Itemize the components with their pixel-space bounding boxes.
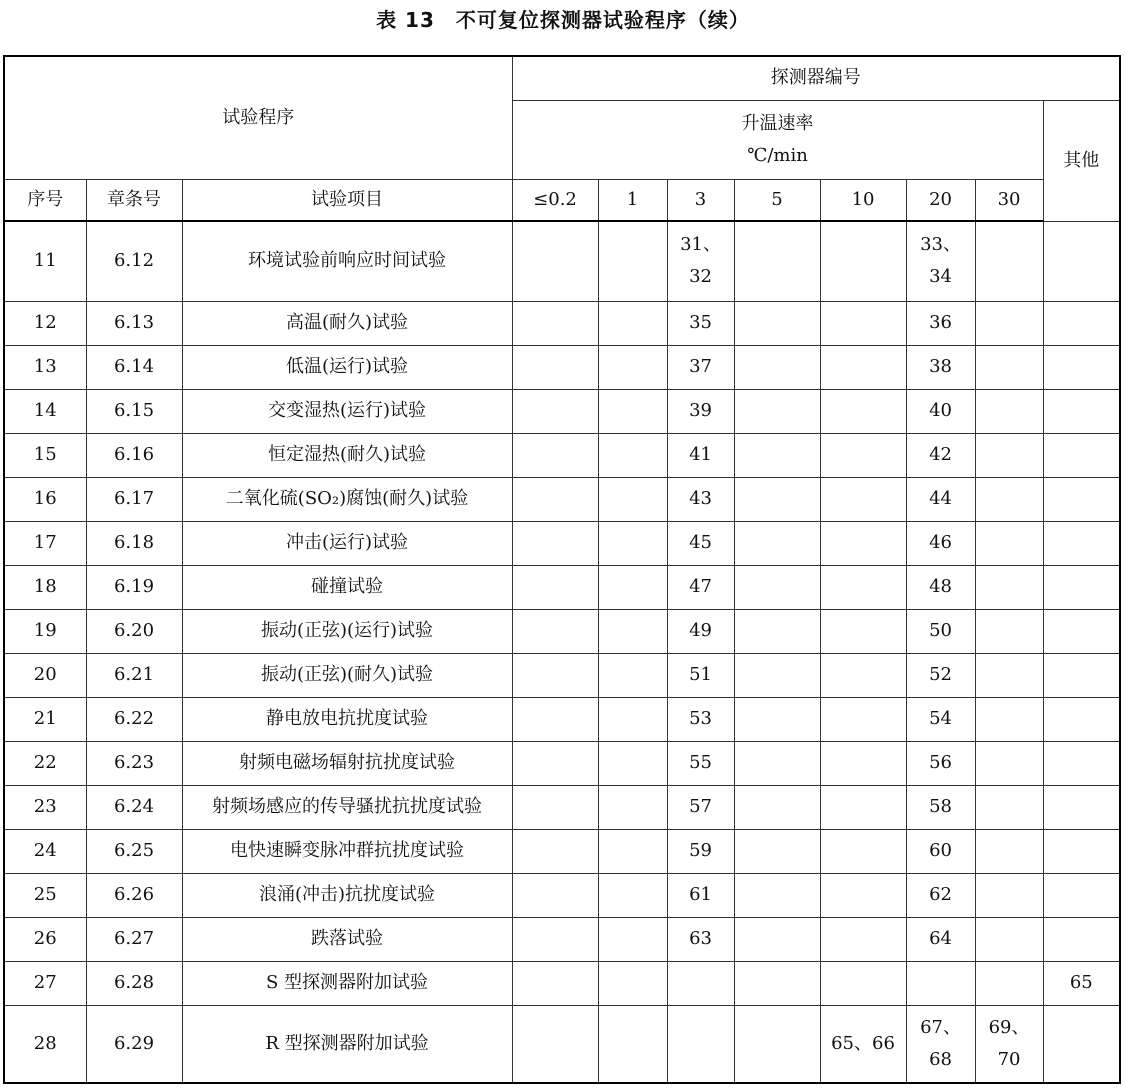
header-rate-5: 5 <box>734 179 820 221</box>
detector-no-cell <box>734 565 820 609</box>
clause-cell: 6.27 <box>86 917 182 961</box>
detector-no-cell <box>820 873 906 917</box>
detector-no-cell <box>734 221 820 301</box>
clause-cell: 6.24 <box>86 785 182 829</box>
seq-cell: 19 <box>4 609 86 653</box>
detector-no-cell <box>512 961 598 1005</box>
detector-no-cell <box>820 785 906 829</box>
detector-no-cell: 57 <box>667 785 734 829</box>
detector-no-cell: 63 <box>667 917 734 961</box>
clause-cell: 6.28 <box>86 961 182 1005</box>
detector-no-cell: 56 <box>906 741 975 785</box>
detector-no-cell <box>512 1005 598 1083</box>
header-rate-3: 3 <box>667 179 734 221</box>
detector-no-cell <box>512 829 598 873</box>
seq-cell: 28 <box>4 1005 86 1083</box>
detector-no-cell <box>734 609 820 653</box>
clause-cell: 6.16 <box>86 433 182 477</box>
clause-cell: 6.12 <box>86 221 182 301</box>
detector-no-cell <box>820 565 906 609</box>
table-row <box>4 697 1120 741</box>
detector-no-cell: 36 <box>906 301 975 345</box>
detector-no-cell <box>820 389 906 433</box>
detector-no-cell <box>975 477 1043 521</box>
detector-no-cell <box>820 521 906 565</box>
detector-no-cell <box>598 873 667 917</box>
table-row <box>4 345 1120 389</box>
detector-no-cell <box>598 785 667 829</box>
detector-no-cell <box>734 741 820 785</box>
detector-no-cell <box>512 653 598 697</box>
detector-no-cell <box>734 961 820 1005</box>
detector-no-cell: 48 <box>906 565 975 609</box>
other-cell <box>1043 1005 1120 1083</box>
header-rate-30: 30 <box>975 179 1043 221</box>
other-cell <box>1043 653 1120 697</box>
detector-no-cell <box>975 961 1043 1005</box>
detector-no-cell <box>512 741 598 785</box>
seq-cell: 11 <box>4 221 86 301</box>
detector-no-cell: 58 <box>906 785 975 829</box>
detector-no-cell: 55 <box>667 741 734 785</box>
seq-cell: 25 <box>4 873 86 917</box>
detector-no-cell <box>734 1005 820 1083</box>
clause-cell: 6.23 <box>86 741 182 785</box>
table-row <box>4 389 1120 433</box>
item-cell: S 型探测器附加试验 <box>182 961 512 1005</box>
detector-no-cell <box>598 917 667 961</box>
detector-no-cell: 62 <box>906 873 975 917</box>
header-rate-unit: ℃/min <box>747 144 808 166</box>
item-cell: 二氧化硫(SO₂)腐蚀(耐久)试验 <box>182 477 512 521</box>
detector-no-cell <box>734 785 820 829</box>
table-row <box>4 521 1120 565</box>
seq-cell: 16 <box>4 477 86 521</box>
other-cell <box>1043 565 1120 609</box>
detector-no-cell <box>820 221 906 301</box>
detector-no-cell: 46 <box>906 521 975 565</box>
detector-no-cell: 67、 68 <box>906 1005 975 1083</box>
item-cell: 碰撞试验 <box>182 565 512 609</box>
item-cell: 高温(耐久)试验 <box>182 301 512 345</box>
detector-no-cell: 53 <box>667 697 734 741</box>
table-title: 表 13 不可复位探测器试验程序（续） <box>376 8 750 32</box>
other-cell <box>1043 741 1120 785</box>
seq-cell: 14 <box>4 389 86 433</box>
table-row <box>4 873 1120 917</box>
seq-cell: 23 <box>4 785 86 829</box>
test-procedure-table <box>3 55 1121 1084</box>
detector-no-cell: 64 <box>906 917 975 961</box>
detector-no-cell <box>598 653 667 697</box>
table-row <box>4 565 1120 609</box>
detector-no-cell: 37 <box>667 345 734 389</box>
header-detector-no: 探测器编号 <box>512 56 1120 100</box>
other-cell <box>1043 873 1120 917</box>
detector-no-cell: 52 <box>906 653 975 697</box>
detector-no-cell <box>598 829 667 873</box>
item-cell: 电快速瞬变脉冲群抗扰度试验 <box>182 829 512 873</box>
detector-no-cell <box>734 697 820 741</box>
seq-cell: 26 <box>4 917 86 961</box>
seq-cell: 20 <box>4 653 86 697</box>
detector-no-cell <box>598 961 667 1005</box>
detector-no-cell <box>512 433 598 477</box>
detector-no-cell <box>820 917 906 961</box>
header-other: 其他 <box>1043 100 1120 221</box>
clause-cell: 6.29 <box>86 1005 182 1083</box>
table-row <box>4 829 1120 873</box>
detector-no-cell: 54 <box>906 697 975 741</box>
seq-cell: 24 <box>4 829 86 873</box>
detector-no-cell <box>598 697 667 741</box>
detector-no-cell <box>598 433 667 477</box>
item-cell: 恒定湿热(耐久)试验 <box>182 433 512 477</box>
detector-no-cell <box>975 785 1043 829</box>
other-cell <box>1043 301 1120 345</box>
seq-cell: 21 <box>4 697 86 741</box>
detector-no-cell <box>512 565 598 609</box>
detector-no-cell <box>512 301 598 345</box>
other-cell <box>1043 697 1120 741</box>
header-rate-1: 1 <box>598 179 667 221</box>
detector-no-cell <box>820 301 906 345</box>
detector-no-cell <box>598 609 667 653</box>
detector-no-cell: 43 <box>667 477 734 521</box>
detector-no-cell <box>975 653 1043 697</box>
table-row <box>4 301 1120 345</box>
clause-cell: 6.22 <box>86 697 182 741</box>
item-cell: 振动(正弦)(运行)试验 <box>182 609 512 653</box>
detector-no-cell <box>734 653 820 697</box>
detector-no-cell <box>820 697 906 741</box>
header-seq: 序号 <box>4 179 86 221</box>
table-row <box>4 917 1120 961</box>
detector-no-cell <box>734 477 820 521</box>
seq-cell: 27 <box>4 961 86 1005</box>
detector-no-cell <box>975 697 1043 741</box>
detector-no-cell <box>975 565 1043 609</box>
clause-cell: 6.19 <box>86 565 182 609</box>
other-cell <box>1043 433 1120 477</box>
detector-no-cell <box>820 653 906 697</box>
seq-cell: 18 <box>4 565 86 609</box>
detector-no-cell <box>975 389 1043 433</box>
item-cell: 射频场感应的传导骚扰抗扰度试验 <box>182 785 512 829</box>
detector-no-cell <box>512 389 598 433</box>
detector-no-cell <box>975 609 1043 653</box>
table-row <box>4 221 1120 301</box>
item-cell: 静电放电抗扰度试验 <box>182 697 512 741</box>
detector-no-cell <box>512 521 598 565</box>
detector-no-cell <box>975 301 1043 345</box>
item-cell: 跌落试验 <box>182 917 512 961</box>
detector-no-cell <box>512 785 598 829</box>
table-row <box>4 785 1120 829</box>
detector-no-cell <box>975 433 1043 477</box>
detector-no-cell <box>820 829 906 873</box>
detector-no-cell <box>820 741 906 785</box>
detector-no-cell: 41 <box>667 433 734 477</box>
clause-cell: 6.26 <box>86 873 182 917</box>
other-cell <box>1043 829 1120 873</box>
detector-no-cell <box>512 345 598 389</box>
detector-no-cell <box>734 873 820 917</box>
detector-no-cell <box>598 565 667 609</box>
detector-no-cell: 44 <box>906 477 975 521</box>
clause-cell: 6.25 <box>86 829 182 873</box>
other-cell <box>1043 477 1120 521</box>
table-row <box>4 653 1120 697</box>
detector-no-cell <box>975 917 1043 961</box>
detector-no-cell <box>734 301 820 345</box>
other-cell <box>1043 345 1120 389</box>
clause-cell: 6.20 <box>86 609 182 653</box>
header-rate-label: 升温速率 <box>741 112 814 134</box>
detector-no-cell: 31、 32 <box>667 221 734 301</box>
detector-no-cell: 49 <box>667 609 734 653</box>
detector-no-cell: 50 <box>906 609 975 653</box>
table-row <box>4 609 1120 653</box>
detector-no-cell: 45 <box>667 521 734 565</box>
detector-no-cell <box>734 917 820 961</box>
detector-no-cell <box>512 873 598 917</box>
detector-no-cell <box>975 521 1043 565</box>
detector-no-cell <box>820 433 906 477</box>
seq-cell: 17 <box>4 521 86 565</box>
detector-no-cell <box>667 961 734 1005</box>
header-item: 试验项目 <box>182 179 512 221</box>
clause-cell: 6.13 <box>86 301 182 345</box>
item-cell: 浪涌(冲击)抗扰度试验 <box>182 873 512 917</box>
detector-no-cell: 35 <box>667 301 734 345</box>
detector-no-cell: 33、 34 <box>906 221 975 301</box>
detector-no-cell: 61 <box>667 873 734 917</box>
detector-no-cell <box>598 1005 667 1083</box>
detector-no-cell <box>734 521 820 565</box>
detector-no-cell <box>598 301 667 345</box>
header-rate-20: 20 <box>906 179 975 221</box>
detector-no-cell <box>512 609 598 653</box>
clause-cell: 6.18 <box>86 521 182 565</box>
other-cell: 65 <box>1043 961 1120 1005</box>
clause-cell: 6.17 <box>86 477 182 521</box>
detector-no-cell <box>598 389 667 433</box>
detector-no-cell: 47 <box>667 565 734 609</box>
table-row <box>4 961 1120 1005</box>
table-row <box>4 1005 1120 1083</box>
clause-cell: 6.21 <box>86 653 182 697</box>
detector-no-cell: 38 <box>906 345 975 389</box>
detector-no-cell <box>975 741 1043 785</box>
seq-cell: 12 <box>4 301 86 345</box>
detector-no-cell <box>512 477 598 521</box>
other-cell <box>1043 609 1120 653</box>
item-cell: 射频电磁场辐射抗扰度试验 <box>182 741 512 785</box>
header-rate-10: 10 <box>820 179 906 221</box>
item-cell: 冲击(运行)试验 <box>182 521 512 565</box>
detector-no-cell <box>975 221 1043 301</box>
detector-no-cell <box>820 345 906 389</box>
item-cell: 振动(正弦)(耐久)试验 <box>182 653 512 697</box>
detector-no-cell: 60 <box>906 829 975 873</box>
item-cell: 交变湿热(运行)试验 <box>182 389 512 433</box>
detector-no-cell <box>598 741 667 785</box>
detector-no-cell: 65、66 <box>820 1005 906 1083</box>
detector-no-cell <box>598 477 667 521</box>
detector-no-cell: 59 <box>667 829 734 873</box>
other-cell <box>1043 221 1120 301</box>
detector-no-cell <box>734 433 820 477</box>
other-cell <box>1043 785 1120 829</box>
detector-no-cell <box>734 389 820 433</box>
detector-no-cell <box>667 1005 734 1083</box>
header-clause: 章条号 <box>86 179 182 221</box>
other-cell <box>1043 521 1120 565</box>
detector-no-cell <box>512 697 598 741</box>
detector-no-cell: 42 <box>906 433 975 477</box>
detector-no-cell <box>820 609 906 653</box>
item-cell: R 型探测器附加试验 <box>182 1005 512 1083</box>
detector-no-cell <box>598 521 667 565</box>
detector-no-cell <box>820 961 906 1005</box>
seq-cell: 22 <box>4 741 86 785</box>
detector-no-cell <box>975 873 1043 917</box>
clause-cell: 6.15 <box>86 389 182 433</box>
detector-no-cell: 40 <box>906 389 975 433</box>
header-procedure: 试验程序 <box>4 56 512 179</box>
detector-no-cell <box>512 917 598 961</box>
table-row <box>4 477 1120 521</box>
header-rate-0: ≤0.2 <box>512 179 598 221</box>
table-row <box>4 741 1120 785</box>
detector-no-cell <box>975 829 1043 873</box>
header-rate <box>512 100 1043 179</box>
seq-cell: 15 <box>4 433 86 477</box>
seq-cell: 13 <box>4 345 86 389</box>
detector-no-cell <box>598 221 667 301</box>
detector-no-cell <box>906 961 975 1005</box>
detector-no-cell <box>734 829 820 873</box>
detector-no-cell: 69、 70 <box>975 1005 1043 1083</box>
other-cell <box>1043 389 1120 433</box>
detector-no-cell <box>598 345 667 389</box>
detector-no-cell: 51 <box>667 653 734 697</box>
item-cell: 低温(运行)试验 <box>182 345 512 389</box>
detector-no-cell <box>734 345 820 389</box>
detector-no-cell <box>820 477 906 521</box>
detector-no-cell <box>512 221 598 301</box>
item-cell: 环境试验前响应时间试验 <box>182 221 512 301</box>
detector-no-cell <box>975 345 1043 389</box>
other-cell <box>1043 917 1120 961</box>
clause-cell: 6.14 <box>86 345 182 389</box>
table-body <box>4 221 1120 1083</box>
table-row <box>4 433 1120 477</box>
detector-no-cell: 39 <box>667 389 734 433</box>
